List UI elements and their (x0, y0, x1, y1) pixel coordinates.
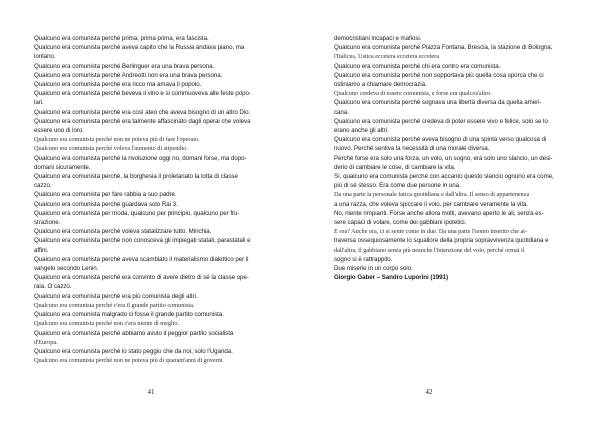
text-line: Qualcuno era comunista perché era talmente affascinato dagli operai che voleva (34, 117, 251, 125)
text-line: Qualcuno era comunista perché abbiamo avuto il peggior partito socialista (34, 329, 234, 337)
text-line: sogno si è rattrappito. (334, 255, 393, 263)
text-line: Da una parte la personale fatica quotidiana e dall'altra. Il senso di appartenenza (334, 191, 530, 199)
text-line: Due miserie in un corpo solo. (334, 265, 413, 273)
text-line: ostiniamo a chiamare democrazia. (334, 81, 427, 89)
text-line: Qualcuno era comunista perché era ricco ma amava il popolo. (34, 81, 202, 89)
text-line: Qualcuno era comunista perché non ne poteva più di fare l'operaio. (34, 136, 200, 144)
text-line: Qualcuno era comunista perché c'era il grande partito comunista. (34, 301, 195, 309)
text-line: lari. (34, 99, 44, 107)
right-page (334, 34, 566, 282)
text-line: Qualcuno era comunista per fare rabbia a suo padre. (34, 191, 177, 199)
text-line: derio di cambiare le cose, di cambiare la vita. (334, 163, 456, 171)
text-line: cazzo. (34, 182, 52, 190)
text-line: Qualcuno era comunista perché la rivoluzione oggi no, domani forse, ma dopo- (34, 154, 247, 162)
text-line: nuovo. Perché sentiva la necessità di una morale diversa. (334, 145, 490, 153)
text-line: traversa ossequiosamente lo squallore della propria sopravvivenza quotidiana e (334, 237, 549, 245)
text-line: raia. O cazzo. (34, 283, 72, 291)
text-line: Qualcuno era comunista perché non c'era niente di meglio. (34, 320, 179, 328)
text-line: Qualcuno era comunista perché aveva capito che la Russia andava piano, ma (34, 44, 245, 52)
text-line: vangelo secondo Lenin. (34, 265, 99, 273)
text-line: Giorgio Gaber – Sandro Luporini (1991) (334, 274, 448, 282)
text-line: Qualcuno credeva di essere comunista, e forse era qualcos'altro. (334, 90, 492, 98)
text-line: Qualcuno era comunista perché era convinto di avere dietro di sé la classe ope- (34, 274, 249, 282)
left-page (34, 34, 266, 365)
text-line: Qualcuno era comunista perché Andreotti non era una brava persona. (34, 71, 223, 79)
text-line: Qualcuno era comunista perché credeva di poter essere vivo e felice, solo se lo (334, 117, 548, 125)
text-line: strazione. (34, 219, 61, 227)
text-line: erano anche gli altri. (334, 127, 389, 135)
text-line: Qualcuno era comunista malgrado ci fosse il grande partito comunista. (34, 311, 224, 319)
text-line: democristiani incapaci e mafiosi. (334, 35, 422, 42)
text-line: No, niente rimpianti. Forse anche allora molti, avevano aperto le ali, senza es- (334, 209, 544, 217)
page-number-right: 42 (425, 388, 433, 396)
text-line: cana. (334, 108, 349, 116)
text-line: più di sé stesso. Era come due persone in una. (334, 182, 461, 190)
text-line: Qualcuno era comunista perché beveva il vino e si commuoveva alle feste popo- (34, 90, 251, 98)
text-line: E ora? Anche ora, ci si sente come in due. Da una parte l'uomo inserito che at- (334, 228, 528, 236)
text-line: Qualcuno era comunista perché voleva statalizzare tutto. Minchia. (34, 228, 212, 236)
text-line: sere capaci di volare, come dei gabbiani ipotetici. (334, 219, 467, 227)
text-line: Qualcuno era comunista perché Berlinguer era una brava persona. (34, 62, 215, 70)
text-line: Qualcuno era comunista perché non sopportava più quella cosa sporca che ci (334, 71, 544, 79)
text-line: dall'altra, il gabbiano senza più neanche l'intenzione del volo, perché ormai il (334, 246, 525, 254)
text-line: Perché forse era solo una forza, un volo, un sogno, era solo uno slancio, un desi- (334, 154, 553, 162)
text-line: Qualcuno era comunista perché prima, prima prima, era fascista. (34, 35, 209, 42)
text-line: Qualcuno era comunista perché guardava solo Rai 3. (34, 200, 178, 208)
text-line: l'Italicus, Ustica eccetera eccetera eccetera (334, 53, 439, 61)
page-number-left: 41 (147, 388, 155, 396)
text-line: Qualcuno era comunista perché non conosceva gli impiegati statali, parastatali e (34, 237, 251, 245)
text-line: lontano. (34, 53, 56, 61)
text-line: Qualcuno era comunista perché Piazza Fontana, Brescia, la stazione di Bologna, (334, 44, 553, 52)
text-line: Qualcuno era comunista perché voleva l'aumento di stipendio. (34, 145, 188, 153)
text-line: Qualcuno era comunista perché non ne poteva più di quarant'anni di governi (34, 357, 223, 365)
text-line: Qualcuno era comunista perché era più comunista degli altri. (34, 292, 198, 300)
text-line: Qualcuno era comunista per moda, qualcuno per principio, qualcuno per fru- (34, 209, 240, 217)
text-line: Qualcuno era comunista perché sognava una libertà diversa da quella ameri- (334, 99, 542, 107)
text-line: Qualcuno era comunista perché aveva scambiato il materialismo dialettico per il (34, 255, 249, 263)
text-line: Qualcuno era comunista perché aveva bisogno di una spinta verso qualcosa di (334, 136, 547, 144)
text-line: Qualcuno era comunista perché, la borghesia il proletariato la lotta di classe (34, 173, 238, 181)
text-line: affini. (34, 246, 49, 254)
text-line: Qualcuno era comunista perché era così ateo che aveva bisogno di un altro Dio. (34, 108, 251, 116)
text-line: a una razza, che voleva spiccare il volo, per cambiare veramente la vita. (334, 200, 529, 208)
text-line: Qualcuno era comunista perché chi era contro era comunista. (334, 62, 501, 70)
text-line: d'Europa. (34, 338, 58, 346)
text-line: Qualcuno era comunista perché lo stato peggio che da noi, solo l'Uganda. (34, 347, 233, 355)
text-line: Sì, qualcuno era comunista perché con accanto questo slancio ognuno era come, (334, 173, 554, 181)
text-line: domani sicuramente. (34, 163, 91, 171)
text-line: essere uno di loro. (34, 127, 84, 135)
